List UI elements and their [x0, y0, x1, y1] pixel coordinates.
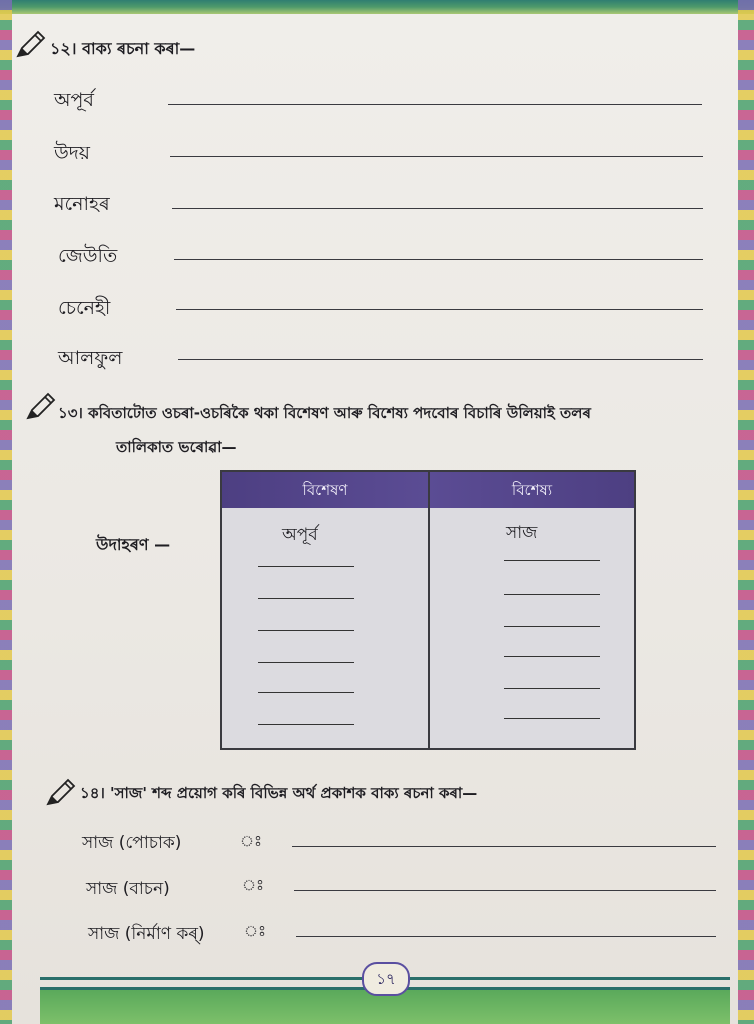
right-decorative-border — [738, 0, 754, 1024]
left-decorative-border — [0, 0, 12, 1024]
question-14-title: ১৪। 'সাজ' শব্দ প্ৰয়োগ কৰি বিভিন্ন অৰ্থ প্ৰকাশক বাক্য ৰচনা কৰা— — [80, 784, 478, 802]
q12-word-2: উদয় — [54, 142, 90, 164]
example-label: উদাহৰণ — — [96, 535, 171, 554]
noun-blank-1[interactable] — [504, 560, 600, 561]
pencil-icon — [24, 392, 56, 422]
q14-item-3: সাজ (নিৰ্মাণ কৰ্) — [88, 924, 205, 944]
adjective-blank-4[interactable] — [258, 662, 354, 663]
question-13-title-line2: তালিকাত ভৰোৱা— — [116, 438, 237, 456]
q14-item-2: সাজ (বাচন) — [86, 879, 170, 899]
q12-answer-line-3[interactable] — [172, 208, 703, 209]
adjective-noun-table — [220, 470, 636, 750]
q14-separator-1: ঃ — [240, 832, 263, 850]
q14-item-1: সাজ (পোচাক) — [82, 833, 182, 853]
header-noun: বিশেষ্য — [511, 481, 553, 499]
q12-word-4: জেউতি — [58, 245, 118, 267]
q14-separator-2: ঃ — [242, 876, 265, 894]
adjective-blank-2[interactable] — [258, 598, 354, 599]
table-column-divider — [428, 472, 430, 748]
q14-answer-line-3[interactable] — [296, 936, 716, 937]
question-12-title: ১২। বাক্য ৰচনা কৰা— — [50, 39, 196, 58]
adjective-blank-1[interactable] — [258, 566, 354, 567]
q14-answer-line-1[interactable] — [292, 846, 716, 847]
top-decorative-border — [0, 0, 754, 14]
adjective-blank-5[interactable] — [258, 692, 354, 693]
q14-separator-3: ঃ — [244, 922, 267, 940]
example-noun: সাজ — [506, 523, 538, 543]
adjective-blank-6[interactable] — [258, 724, 354, 725]
q14-answer-line-2[interactable] — [294, 890, 716, 891]
q12-answer-line-6[interactable] — [178, 359, 703, 360]
q12-word-5: চেনেহী — [58, 297, 111, 319]
q12-answer-line-5[interactable] — [176, 309, 703, 310]
noun-blank-4[interactable] — [504, 656, 600, 657]
q12-answer-line-4[interactable] — [174, 259, 703, 260]
noun-blank-5[interactable] — [504, 688, 600, 689]
page-number: ১৭ — [362, 962, 410, 996]
noun-blank-2[interactable] — [504, 594, 600, 595]
example-adjective: অপূৰ্ব — [282, 525, 318, 545]
pencil-icon — [14, 30, 46, 60]
pencil-icon — [44, 778, 76, 808]
header-adjective: বিশেষণ — [302, 481, 348, 499]
q12-word-6: আলফুল — [58, 347, 123, 369]
q12-answer-line-2[interactable] — [170, 156, 703, 157]
noun-blank-3[interactable] — [504, 626, 600, 627]
adjective-blank-3[interactable] — [258, 630, 354, 631]
q12-word-3: মনোহৰ — [54, 193, 110, 215]
question-13-title-line1: ১৩। কবিতাটোত ওচৰা-ওচৰিকৈ থকা বিশেষণ আৰু বিশেষ্য পদবোৰ বিচাৰি উলিয়াই তলৰ — [58, 404, 591, 422]
q12-answer-line-1[interactable] — [168, 104, 702, 105]
q12-word-1: অপূৰ্ব — [54, 89, 94, 111]
noun-blank-6[interactable] — [504, 718, 600, 719]
